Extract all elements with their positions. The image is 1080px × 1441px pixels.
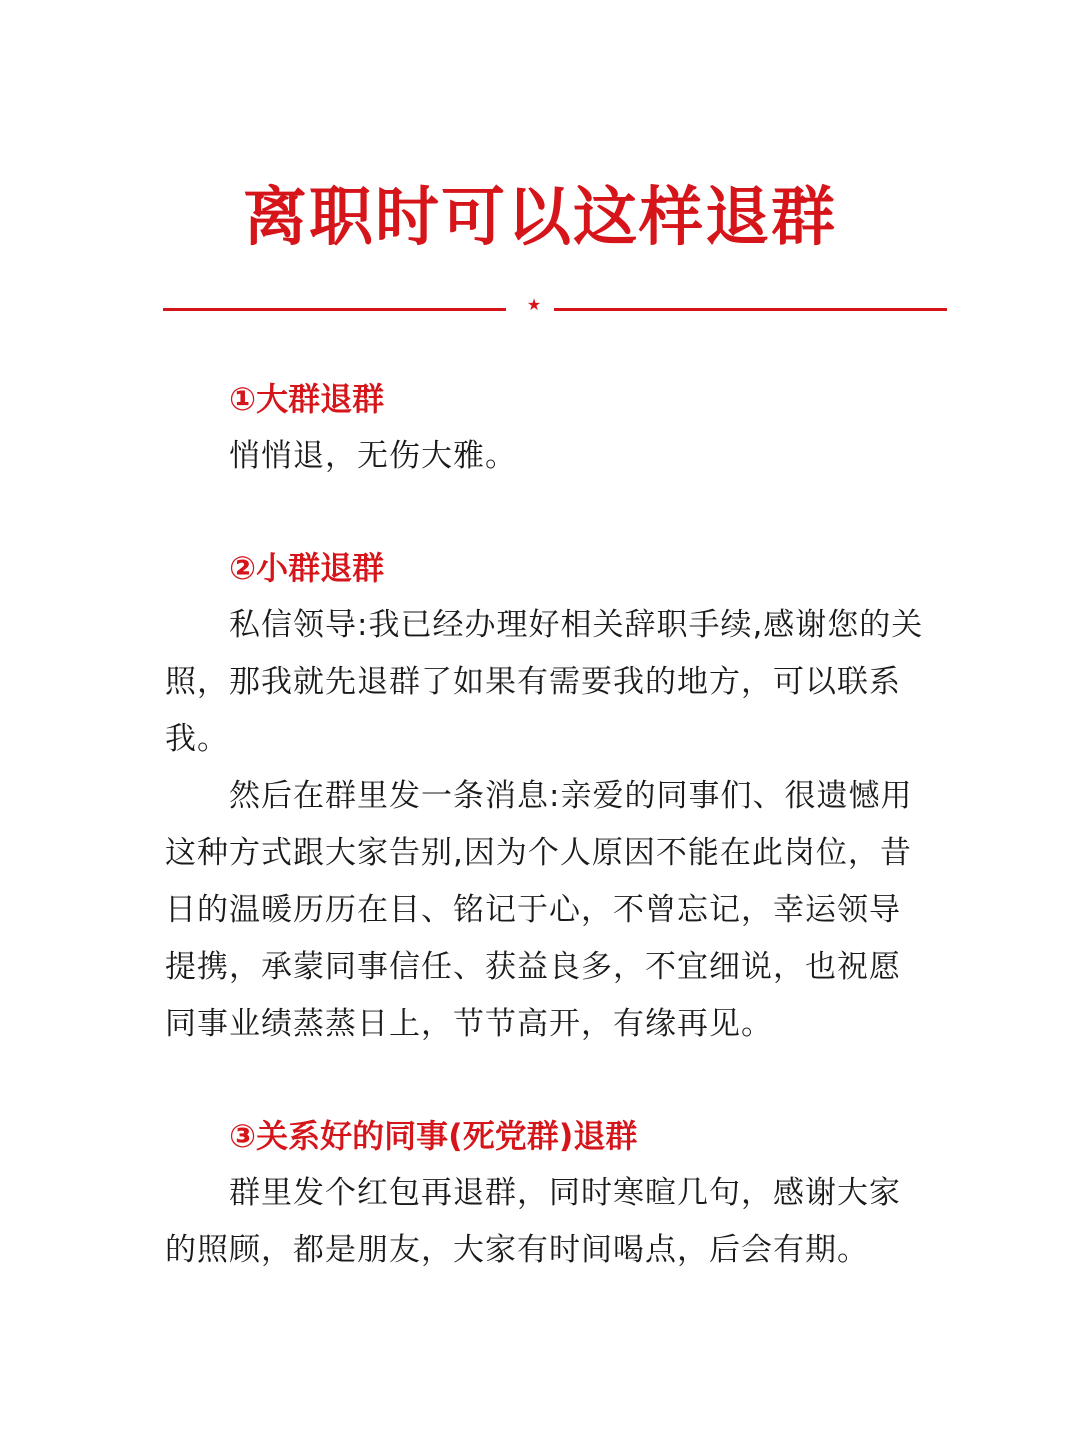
section-paragraph: 悄悄退，无伤大雅。	[229, 438, 517, 474]
section-spacer	[165, 1053, 925, 1107]
divider-line-right	[554, 308, 947, 311]
section-heading: ③关系好的同事(死党群)退群	[229, 1117, 638, 1155]
section-small-group	[165, 539, 925, 1053]
section-heading: ②小群退群	[229, 549, 385, 587]
article-body	[165, 370, 925, 1279]
star-icon: ★	[526, 295, 542, 314]
section-paragraph: 群里发个红包再退群，同时寒暄几句，感谢大家的照顾，都是朋友，大家有时间喝点，后会有期。	[165, 1175, 901, 1268]
section-large-group	[165, 370, 925, 485]
section-paragraph: 私信领导:我已经办理好相关辞职手续,感谢您的关照，那我就先退群了如果有需要我的地方，可以联系我。	[165, 607, 924, 757]
page-title: 离职时可以这样退群	[243, 180, 837, 255]
section-heading: ①大群退群	[229, 380, 385, 418]
section-spacer	[165, 485, 925, 539]
section-paragraph: 然后在群里发一条消息:亲爱的同事们、很遗憾用这种方式跟大家告别,因为个人原因不能在此岗位，昔日的温暖历历在目、铭记于心，不曾忘记，幸运领导提携，承蒙同事信任、获益良多，不宜细说，也祝愿同事业绩蒸蒸日上，节节高开，有缘再见。	[165, 778, 913, 1042]
title-divider	[163, 297, 947, 321]
section-close-colleagues-group	[165, 1107, 925, 1279]
divider-line-left	[163, 308, 506, 311]
